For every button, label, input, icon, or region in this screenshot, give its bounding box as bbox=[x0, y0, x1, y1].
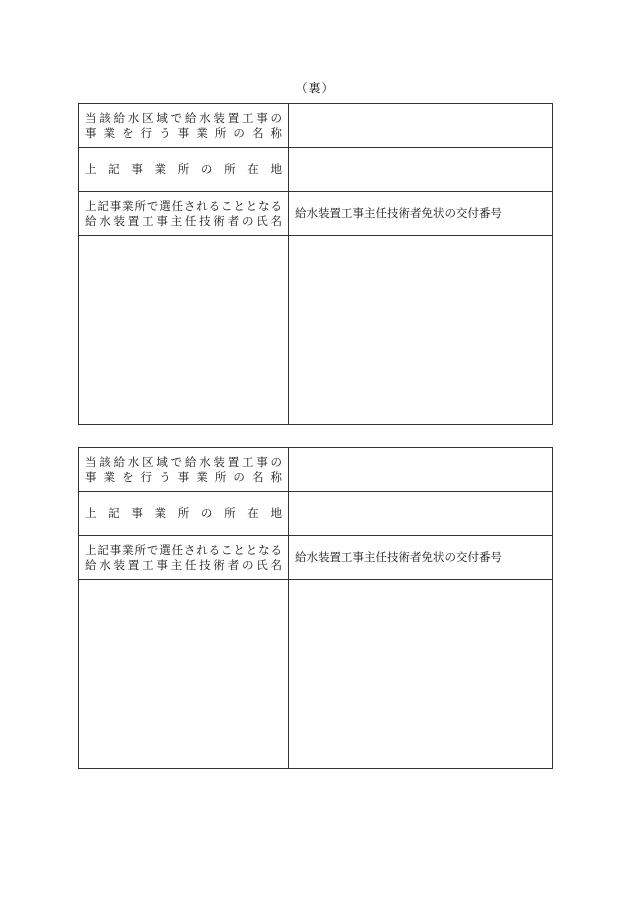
engineer-label-line1: 上記事業所で選任されることとなる bbox=[85, 542, 282, 557]
engineer-label-line2: 給水装置工事主任技術者の氏名 bbox=[85, 213, 282, 228]
form-table-1 bbox=[78, 103, 553, 425]
business-name-label bbox=[79, 104, 289, 148]
license-number-label: 給水装置工事主任技術者免状の交付番号 bbox=[289, 536, 553, 580]
business-name-field[interactable] bbox=[289, 104, 553, 148]
engineer-name-field[interactable] bbox=[79, 236, 289, 425]
location-row bbox=[79, 492, 553, 536]
license-number-field[interactable] bbox=[289, 236, 553, 425]
engineer-header-row bbox=[79, 192, 553, 236]
engineer-header-row bbox=[79, 536, 553, 580]
location-row bbox=[79, 148, 553, 192]
business-name-label-line1: 当該給水区域で給水装置工事の bbox=[85, 454, 282, 469]
engineer-name-label bbox=[79, 536, 289, 580]
location-label bbox=[79, 492, 289, 536]
page-heading: （裏） bbox=[295, 81, 335, 95]
business-name-row bbox=[79, 448, 553, 492]
business-name-label-line2: 事業を行う事業所の名称 bbox=[85, 469, 282, 484]
form-table-2 bbox=[78, 447, 553, 769]
location-field[interactable] bbox=[289, 492, 553, 536]
engineer-entry-row bbox=[79, 236, 553, 425]
business-name-label-line1: 当該給水区域で給水装置工事の bbox=[85, 110, 282, 125]
location-field[interactable] bbox=[289, 148, 553, 192]
engineer-entry-row bbox=[79, 580, 553, 769]
location-label bbox=[79, 148, 289, 192]
license-number-label: 給水装置工事主任技術者免状の交付番号 bbox=[289, 192, 553, 236]
engineer-name-label bbox=[79, 192, 289, 236]
business-name-field[interactable] bbox=[289, 448, 553, 492]
license-number-field[interactable] bbox=[289, 580, 553, 769]
business-name-label-line2: 事業を行う事業所の名称 bbox=[85, 125, 282, 140]
location-label-text: 上記事業所の所在地 bbox=[85, 506, 282, 520]
location-label-text: 上記事業所の所在地 bbox=[85, 162, 282, 176]
engineer-label-line1: 上記事業所で選任されることとなる bbox=[85, 198, 282, 213]
engineer-label-line2: 給水装置工事主任技術者の氏名 bbox=[85, 557, 282, 572]
business-name-label bbox=[79, 448, 289, 492]
business-name-row bbox=[79, 104, 553, 148]
engineer-name-field[interactable] bbox=[79, 580, 289, 769]
